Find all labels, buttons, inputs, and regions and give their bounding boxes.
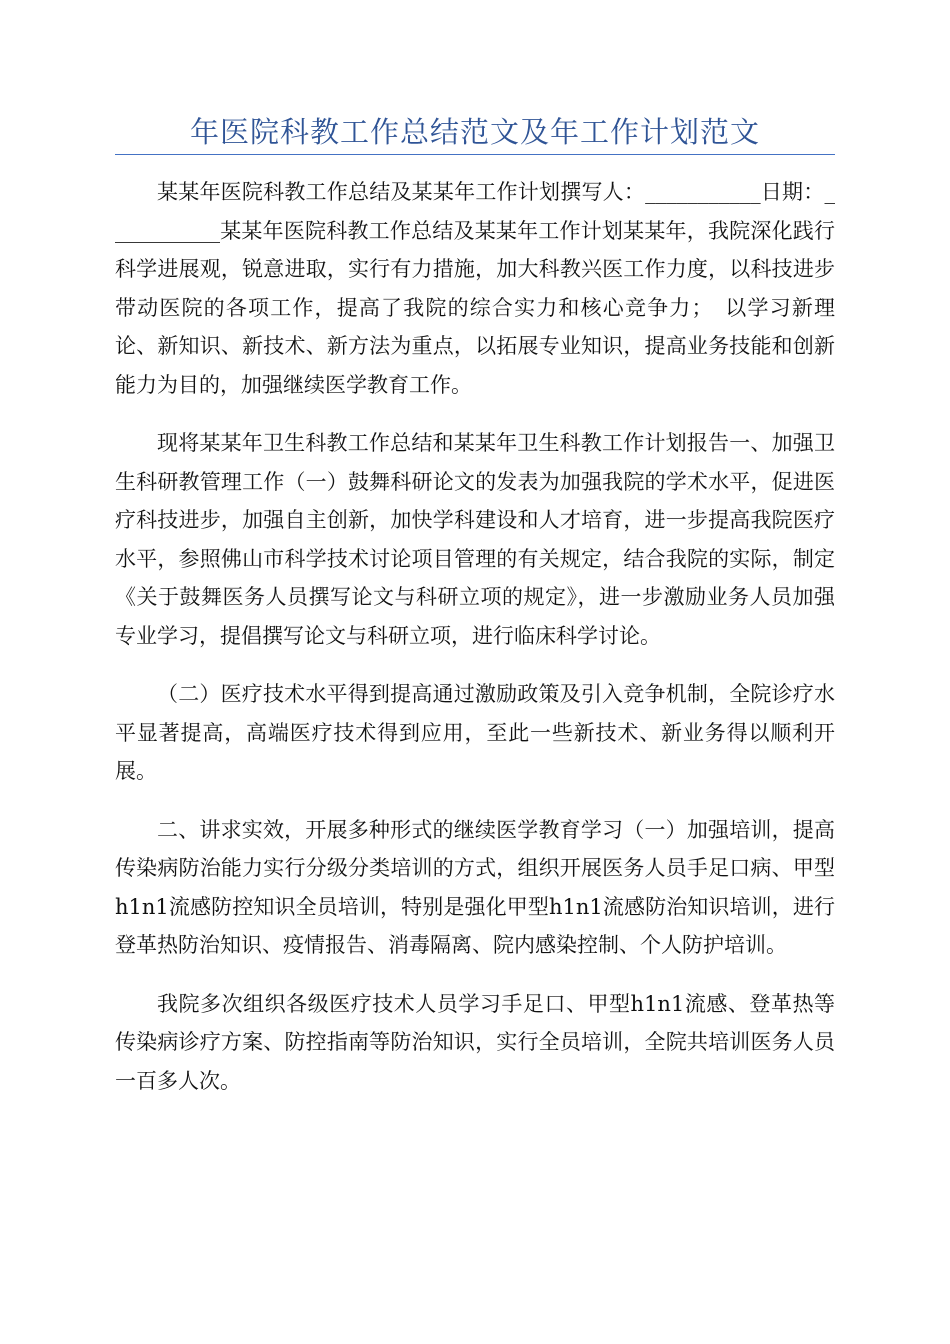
paragraph-1: 某某年医院科教工作总结及某某年工作计划撰写人：___________日期：___________某某年医院科教工作总结及某某年工作计划某某年，我院深化践行科学进展观，锐意进取，实行有力措施，加大科教兴医工作力度，以科技进步带动医院的各项工作，提高了我院的综合实力和核心竞争力； 以学习新理论、新知识、新技术、新方法为重点，以拓展专业知识，提高业务技能和创新能力为目的，加强继续医学教育工作。 bbox=[115, 180, 835, 397]
title-underline bbox=[115, 154, 835, 155]
paragraph-5: 我院多次组织各级医疗技术人员学习手足口、甲型h1n1流感、登革热等传染病诊疗方案、防控指南等防治知识，实行全员培训，全院共培训医务人员一百多人次。 bbox=[115, 991, 835, 1093]
document-title: 年医院科教工作总结范文及年工作计划范文 bbox=[189, 115, 760, 149]
document-body bbox=[115, 173, 835, 1120]
paragraph-4: 二、讲求实效，开展多种形式的继续医学教育学习（一）加强培训，提高传染病防治能力实行分级分类培训的方式，组织开展医务人员手足口病、甲型h1n1流感防控知识全员培训，特别是强化甲型h1n1流感防治知识培训，进行登革热防治知识、疫情报告、消毒隔离、院内感染控制、个人防护培训。 bbox=[115, 817, 835, 957]
paragraph-3: （二）医疗技术水平得到提高通过激励政策及引入竞争机制，全院诊疗水平显著提高，高端医疗技术得到应用，至此一些新技术、新业务得以顺利开展。 bbox=[115, 682, 835, 783]
paragraph-2: 现将某某年卫生科教工作总结和某某年卫生科教工作计划报告一、加强卫生科研教管理工作（一）鼓舞科研论文的发表为加强我院的学术水平，促进医疗科技进步，加强自主创新，加快学科建设和人才培育，进一步提高我院医疗水平，参照佛山市科学技术讨论项目管理的有关规定，结合我院的实际，制定《关于鼓舞医务人员撰写论文与科研立项的规定》，进一步激励业务人员加强专业学习，提倡撰写论文与科研立项，进行临床科学讨论。 bbox=[115, 431, 835, 648]
